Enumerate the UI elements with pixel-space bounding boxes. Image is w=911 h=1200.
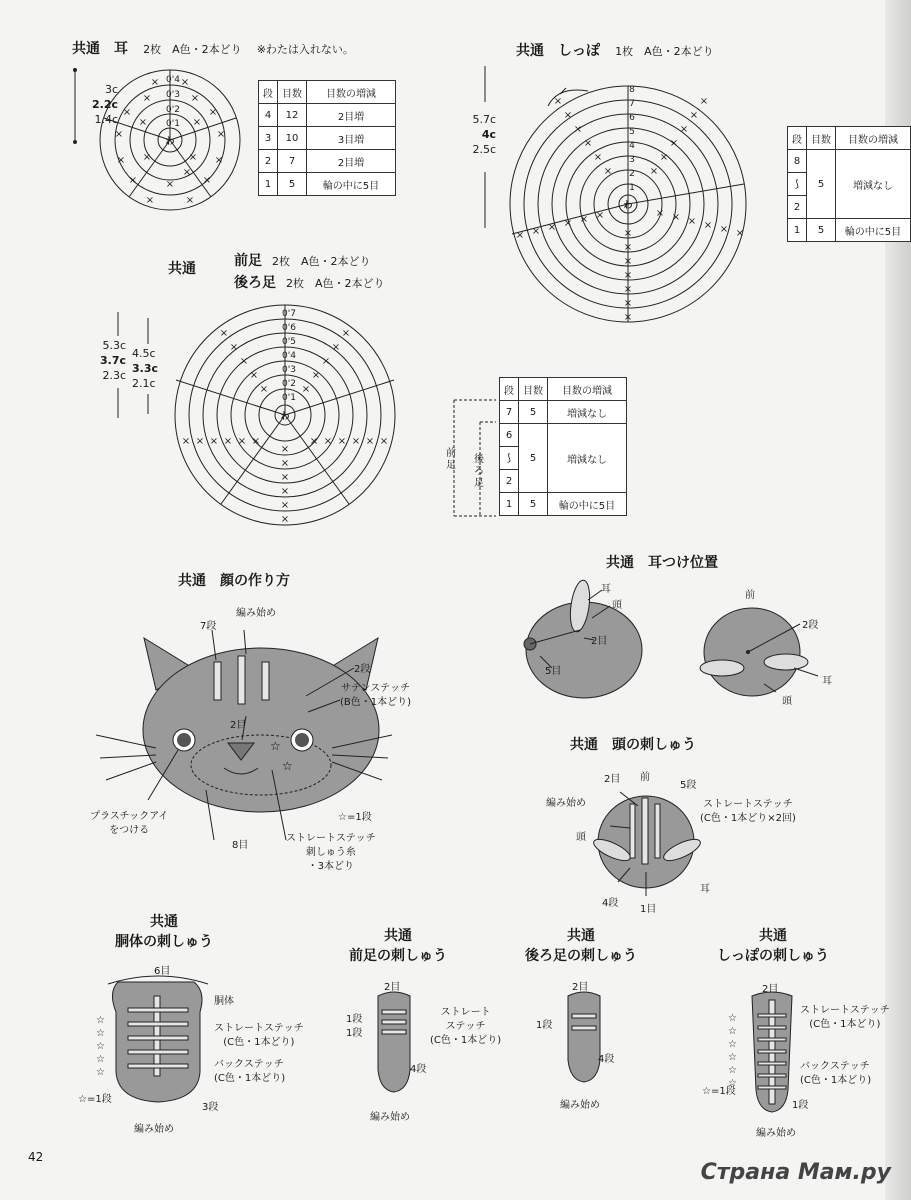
tail-section-header xyxy=(516,40,714,60)
ear-measure-outer: 3c xyxy=(104,83,118,96)
svg-text:×: × xyxy=(195,436,205,447)
face-row7-label: 7段 xyxy=(200,621,217,632)
face-row2-label: 2段 xyxy=(354,664,371,675)
svg-text:8: 8 xyxy=(629,85,635,95)
table-row: ⟆ xyxy=(788,173,911,196)
svg-text:×: × xyxy=(623,298,633,309)
face-straight-label: ストレートステッチ 刺しゅう糸 ・3本どり xyxy=(286,833,376,872)
head-emb-st1-label: 1目 xyxy=(640,904,657,915)
ear-title: 共通 耳 xyxy=(72,41,128,57)
tail-emb-back-label: バックステッチ (C色・1本どり) xyxy=(800,1061,872,1086)
table-row: 8 5 増減なし xyxy=(788,150,911,173)
svg-text:×: × xyxy=(280,472,290,483)
tail-measure-outer: 5.7c xyxy=(472,113,496,126)
feet-back-measures: 4.5c 3.3c 2.1c xyxy=(132,347,159,390)
svg-text:×: × xyxy=(142,152,152,163)
svg-text:×: × xyxy=(531,226,541,237)
svg-text:×: × xyxy=(114,129,124,140)
svg-text:×: × xyxy=(623,284,633,295)
svg-text:×: × xyxy=(301,384,311,395)
svg-text:0'6: 0'6 xyxy=(282,323,296,333)
svg-text:×: × xyxy=(188,152,198,163)
svg-text:×: × xyxy=(280,486,290,497)
body-emb-star-legend: ☆=1段 xyxy=(78,1094,112,1105)
ear-measure-inner: 1.4c xyxy=(94,113,118,126)
tail-emb-row1-label: 1段 xyxy=(792,1100,809,1111)
svg-text:0'7: 0'7 xyxy=(282,309,296,319)
svg-text:×: × xyxy=(280,444,290,455)
svg-text:×: × xyxy=(180,77,190,88)
svg-text:×: × xyxy=(311,370,321,381)
ear-section-header xyxy=(72,38,354,58)
svg-text:×: × xyxy=(321,356,331,367)
body-emb-stars: ☆ ☆ ☆ ☆ ☆ xyxy=(96,1015,105,1078)
feet-front-spec: 2枚 A色・2本どり xyxy=(272,255,371,268)
svg-text:×: × xyxy=(703,220,713,231)
svg-text:×: × xyxy=(280,514,290,525)
tail-table: 段 目数 目数の増減 8 5 増減なし ⟆ 2 1 5 輪の中に5目 xyxy=(787,126,911,242)
feet-back-label: 後ろ足 xyxy=(234,275,276,291)
svg-text:×: × xyxy=(251,436,261,447)
body-emb-straight-label: ストレートステッチ (C色・1本どり) xyxy=(214,1023,304,1048)
body-emb-title: 共通 胴体の刺しゅう xyxy=(115,914,213,950)
ear-pos-st5-label: 5目 xyxy=(545,666,562,677)
ear-ring-1: 0'1 xyxy=(166,119,180,129)
back-emb-title: 共通 後ろ足の刺しゅう xyxy=(525,928,637,964)
svg-text:0'5: 0'5 xyxy=(282,337,296,347)
face-eye-label: プラスチックアイ をつける xyxy=(90,811,169,836)
tail-emb-title: 共通 しっぽの刺しゅう xyxy=(717,928,829,964)
svg-text:×: × xyxy=(214,155,224,166)
svg-text:×: × xyxy=(337,436,347,447)
svg-text:×: × xyxy=(623,256,633,267)
ear-note: ※わたは入れない。 xyxy=(256,43,354,56)
front-emb-title: 共通 前足の刺しゅう xyxy=(349,928,447,964)
front-emb-row4-label: 4段 xyxy=(410,1064,427,1075)
ear-table: 段 目数 目数の増減 4 12 2目増 3 10 3目増 2 7 2目増 1 5 輪の中に5目 xyxy=(258,80,396,196)
svg-text:×: × xyxy=(229,342,239,353)
svg-text:×: × xyxy=(122,107,132,118)
tail-emb-start-label: 編み始め xyxy=(756,1128,796,1139)
svg-text:×: × xyxy=(593,152,603,163)
tail-spec: 1枚 A色・2本どり xyxy=(615,45,714,58)
body-emb-start-label: 編み始め xyxy=(134,1124,174,1135)
front-emb-diagram xyxy=(370,990,420,1100)
face-satin-label: サテンステッチ (B色・1本どり) xyxy=(340,683,412,708)
svg-text:×: × xyxy=(603,166,613,177)
svg-text:×: × xyxy=(249,370,259,381)
ear-pos-ear2-label: 耳 xyxy=(822,676,832,687)
head-emb-straight-label: ストレートステッチ (C色・1本どり×2回) xyxy=(700,799,796,824)
svg-text:×: × xyxy=(116,155,126,166)
svg-text:×: × xyxy=(649,166,659,177)
svg-text:×: × xyxy=(138,117,148,128)
svg-text:×: × xyxy=(259,384,269,395)
svg-text:×: × xyxy=(280,458,290,469)
tail-measure-mid: 4c xyxy=(481,128,496,141)
front-emb-row1b-label: 1段 xyxy=(346,1028,363,1039)
svg-text:×: × xyxy=(655,208,665,219)
svg-text:0'3: 0'3 xyxy=(282,365,296,375)
svg-text:×: × xyxy=(595,210,605,221)
ear-pos-head2-label: 頭 xyxy=(782,696,792,707)
head-emb-start-label: 編み始め xyxy=(546,798,586,809)
front-emb-st2-label: 2目 xyxy=(384,982,401,993)
ear-pos-title: 共通 耳つけ位置 xyxy=(606,555,718,571)
svg-text:×: × xyxy=(185,195,195,206)
head-emb-head-label: 頭 xyxy=(576,832,586,843)
feet-title-prefix: 共通 xyxy=(168,261,196,277)
ear-ring-2: 0'2 xyxy=(166,105,180,115)
watermark: Страна Мам.ру xyxy=(700,1160,891,1185)
svg-text:×: × xyxy=(323,436,333,447)
ear-pos-ear-label: 耳 xyxy=(601,584,611,595)
table-row: 4 12 2目増 xyxy=(259,104,396,127)
svg-text:×: × xyxy=(341,328,351,339)
svg-text:×: × xyxy=(623,228,633,239)
svg-text:×: × xyxy=(687,216,697,227)
tail-emb-star-legend: ☆=1段 xyxy=(702,1086,736,1097)
feet-back-spec: 2枚 A色・2本どり xyxy=(286,277,385,290)
feet-title xyxy=(234,250,385,294)
tail-emb-diagram xyxy=(748,990,798,1120)
svg-text:×: × xyxy=(623,242,633,253)
svg-text:×: × xyxy=(719,224,729,235)
svg-text:×: × xyxy=(219,328,229,339)
body-emb-diagram xyxy=(94,972,224,1112)
ear-crochet-chart xyxy=(95,65,245,215)
tail-measures xyxy=(462,112,496,157)
svg-text:×: × xyxy=(699,96,709,107)
face-st8-label: 8目 xyxy=(232,840,249,851)
back-emb-diagram xyxy=(560,990,610,1090)
table-row: 2 xyxy=(500,470,627,493)
svg-text:×: × xyxy=(190,93,200,104)
face-star-legend: ☆=1段 xyxy=(338,812,372,823)
head-emb-front-label: 前 xyxy=(640,772,650,783)
tail-emb-st2-label: 2目 xyxy=(762,984,779,995)
head-emb-st2-label: 2目 xyxy=(604,774,621,785)
svg-text:0'4: 0'4 xyxy=(282,351,296,361)
ear-pos-row2-label: 2段 xyxy=(802,620,819,631)
table-row: 3 10 3目増 xyxy=(259,127,396,150)
svg-text:×: × xyxy=(237,436,247,447)
table-row: 6 5 増減なし xyxy=(500,424,627,447)
svg-text:×: × xyxy=(209,436,219,447)
feet-table-side-back: 後ろ足 xyxy=(474,454,484,489)
svg-text:6: 6 xyxy=(629,113,635,123)
svg-text:×: × xyxy=(128,175,138,186)
svg-text:☆: ☆ xyxy=(282,759,293,773)
ear-ring-4: 0'4 xyxy=(166,75,180,85)
svg-text:5: 5 xyxy=(629,127,635,137)
svg-text:×: × xyxy=(150,77,160,88)
ear-pos-head-label: 頭 xyxy=(612,600,622,611)
face-title: 共通 顔の作り方 xyxy=(178,573,290,589)
svg-text:×: × xyxy=(181,436,191,447)
svg-text:×: × xyxy=(573,124,583,135)
front-emb-start-label: 編み始め xyxy=(370,1112,410,1123)
svg-text:2: 2 xyxy=(629,169,635,179)
feet-table: 段 目数 目数の増減 7 5 増減なし 6 5 増減なし ⟆ 2 1 5 輪の中に5目 xyxy=(499,377,627,516)
feet-center-label: わ xyxy=(280,412,290,422)
svg-text:×: × xyxy=(182,167,192,178)
ear-ring-3: 0'3 xyxy=(166,90,180,100)
svg-text:×: × xyxy=(202,175,212,186)
svg-text:×: × xyxy=(583,138,593,149)
tail-emb-straight-label: ストレートステッチ (C色・1本どり) xyxy=(800,1005,890,1030)
svg-text:×: × xyxy=(563,218,573,229)
svg-text:×: × xyxy=(142,93,152,104)
svg-text:×: × xyxy=(145,195,155,206)
feet-crochet-chart xyxy=(172,302,402,532)
head-emb-ear-label: 耳 xyxy=(700,884,710,895)
svg-text:×: × xyxy=(309,436,319,447)
body-emb-st6-label: 6目 xyxy=(154,966,171,977)
svg-text:×: × xyxy=(208,107,218,118)
svg-text:×: × xyxy=(365,436,375,447)
svg-text:×: × xyxy=(547,222,557,233)
front-emb-straight-label: ストレート ステッチ (C色・1本どり) xyxy=(430,1007,502,1046)
svg-text:×: × xyxy=(379,436,389,447)
svg-text:×: × xyxy=(280,500,290,511)
head-emb-row4-label: 4段 xyxy=(602,898,619,909)
body-emb-body-label: 胴体 xyxy=(214,996,234,1007)
front-emb-row1a-label: 1段 xyxy=(346,1014,363,1025)
back-emb-start-label: 編み始め xyxy=(560,1100,600,1111)
svg-text:4: 4 xyxy=(629,141,635,151)
ear-pos-front-label: 前 xyxy=(745,590,755,601)
svg-text:7: 7 xyxy=(629,99,635,109)
svg-text:×: × xyxy=(239,356,249,367)
svg-text:×: × xyxy=(579,214,589,225)
table-row: ⟆ xyxy=(500,447,627,470)
svg-text:×: × xyxy=(563,110,573,121)
svg-text:×: × xyxy=(679,124,689,135)
face-start-label: 編み始め xyxy=(236,608,276,619)
tail-crochet-chart xyxy=(508,66,768,346)
svg-text:×: × xyxy=(659,152,669,163)
page-number: 42 xyxy=(28,1150,44,1164)
svg-text:0'1: 0'1 xyxy=(282,393,296,403)
svg-text:1: 1 xyxy=(629,183,635,193)
ear-center-label: わ xyxy=(165,137,175,147)
head-emb-diagram xyxy=(590,788,710,900)
svg-text:3: 3 xyxy=(629,155,635,165)
svg-text:×: × xyxy=(216,129,226,140)
svg-text:×: × xyxy=(735,228,745,239)
svg-text:×: × xyxy=(553,96,563,107)
back-emb-st2-label: 2目 xyxy=(572,982,589,993)
ear-measure-line xyxy=(70,66,80,146)
body-emb-row3-label: 3段 xyxy=(202,1102,219,1113)
table-row: 1 5 輪の中に5目 xyxy=(500,493,627,516)
table-row: 1 5 輪の中に5目 xyxy=(259,173,396,196)
face-st2-label: 2目 xyxy=(230,720,247,731)
tail-title: 共通 しっぽ xyxy=(516,43,600,59)
feet-table-side-front: 前足 xyxy=(446,448,456,471)
ear-pos-st2-label: 2目 xyxy=(591,636,608,647)
svg-text:0'2: 0'2 xyxy=(282,379,296,389)
head-emb-title: 共通 頭の刺しゅう xyxy=(570,737,696,753)
svg-text:×: × xyxy=(351,436,361,447)
table-row: 1 5 輪の中に5目 xyxy=(788,219,911,242)
svg-text:×: × xyxy=(192,117,202,128)
feet-front-measures: 5.3c 3.7c 2.3c xyxy=(99,339,126,382)
table-row: 2 xyxy=(788,196,911,219)
ear-measure-mid: 2.2c xyxy=(91,98,118,111)
table-row: 2 7 2目増 xyxy=(259,150,396,173)
svg-text:×: × xyxy=(669,138,679,149)
ear-spec: 2枚 A色・2本どり xyxy=(143,43,242,56)
head-emb-row5-label: 5段 xyxy=(680,780,697,791)
table-row: 7 5 増減なし xyxy=(500,401,627,424)
svg-text:☆: ☆ xyxy=(270,739,281,753)
svg-text:×: × xyxy=(623,312,633,323)
tail-center-label: わ xyxy=(623,201,633,211)
svg-text:×: × xyxy=(165,179,175,190)
svg-text:×: × xyxy=(623,270,633,281)
tail-measure-inner: 2.5c xyxy=(472,143,496,156)
svg-text:×: × xyxy=(671,212,681,223)
back-emb-row4-label: 4段 xyxy=(598,1054,615,1065)
body-emb-back-label: バックステッチ (C色・1本どり) xyxy=(214,1059,286,1084)
svg-text:×: × xyxy=(689,110,699,121)
back-emb-row1-label: 1段 xyxy=(536,1020,553,1031)
svg-text:×: × xyxy=(515,230,525,241)
svg-text:×: × xyxy=(331,342,341,353)
svg-text:×: × xyxy=(223,436,233,447)
tail-emb-stars: ☆ ☆ ☆ ☆ ☆ ☆ xyxy=(728,1013,737,1089)
ear-pos-diagram xyxy=(514,578,854,708)
feet-front-label: 前足 xyxy=(234,253,262,269)
